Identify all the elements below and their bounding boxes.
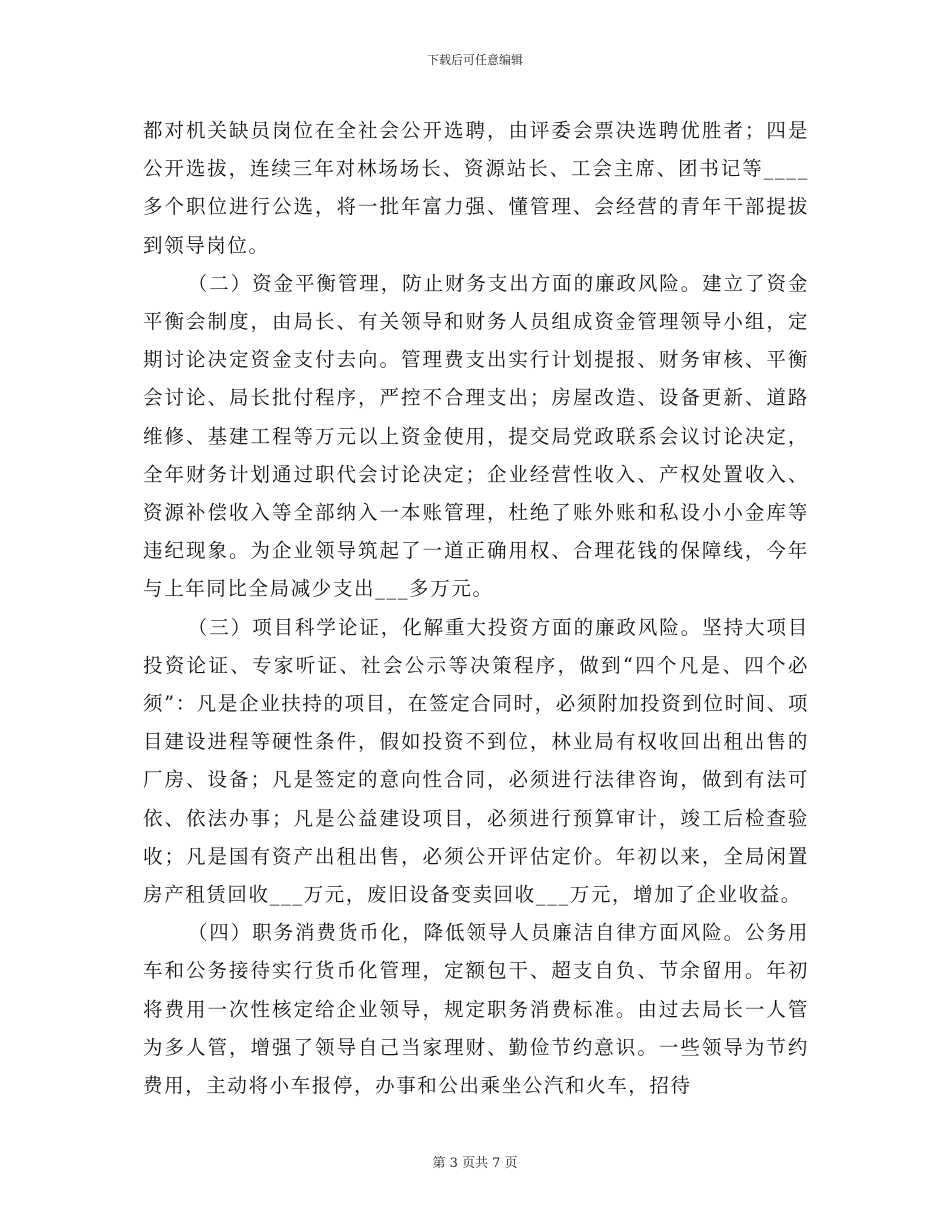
paragraph-4: （四）职务消费货币化，降低领导人员廉洁自律方面风险。公务用车和公务接待实行货币化管理，定额包干、超支自负、节余留用。年初将费用一次性核定给企业领导，规定职务消费标准。由过去局长一人管为多人管，增强了领导自己当家理财、勤俭节约意识。一些领导为节约费用，主动将小车报停，办事和公出乘坐公汽和火车，招待: [143, 921, 809, 1098]
paragraph-1: 都对机关缺员岗位在全社会公开选聘，由评委会票决选聘优胜者；四是公开选拔，连续三年对林场场长、资源站长、工会主席、团书记等____多个职位进行公选，将一批年富力强、懂管理、会经营的青年干部提拔到领导岗位。: [143, 119, 809, 257]
paragraph-2: （二）资金平衡管理，防止财务支出方面的廉政风险。建立了资金平衡会制度，由局长、有关领导和财务人员组成资金管理领导小组，定期讨论决定资金支付去向。管理费支出实行计划提报、财务审核、平衡会讨论、局长批付程序，严控不合理支出；房屋改造、设备更新、道路维修、基建工程等万元以上资金使用，提交局党政联系会议讨论决定，全年财务计划通过职代会讨论决定；企业经营性收入、产权处置收入、资源补偿收入等全部纳入一本账管理，杜绝了账外账和私设小小金库等违纪现象。为企业领导筑起了一道正确用权、合理花钱的保障线，今年与上年同比全局减少支出___多万元。: [143, 271, 809, 601]
page-header: 下载后可任意编辑: [426, 53, 523, 67]
paragraph-3: （三）项目科学论证，化解重大投资方面的廉政风险。坚持大项目投资论证、专家听证、社会公示等决策程序，做到“四个凡是、四个必须”：凡是企业扶持的项目，在签定合同时，必须附加投资到位时间、项目建设进程等硬性条件，假如投资不到位，林业局有权收回出租出售的厂房、设备；凡是签定的意向性合同，必须进行法律咨询，做到有法可依、依法办事；凡是公益建设项目，必须进行预算审计，竣工后检查验收；凡是国有资产出租出售，必须公开评估定价。年初以来，全局闲置房产租赁回收___万元，废旧设备变卖回收___万元，增加了企业收益。: [143, 615, 809, 907]
page-number: 第 3 页共 7 页: [432, 1156, 518, 1171]
document-body: [143, 112, 809, 1105]
